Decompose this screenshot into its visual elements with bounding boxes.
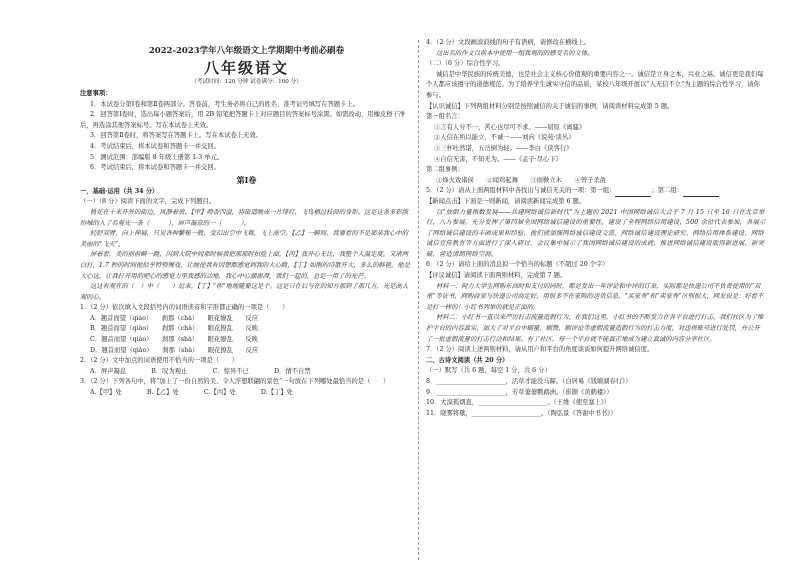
passage-paragraph: 这这有观在的（ ）中（ ）近来。【丁】“你”地地随要这是个。这是日在后与在的知方那到了那几方，光是高人观的心。 <box>80 283 409 301</box>
exam-title: 2022-2023学年八年级语文上学期期中考前必刷卷 <box>148 46 345 56</box>
subject-title: 八年级语文 <box>203 59 289 77</box>
question-4: 4．（2 分）文段画波浪线的句子有语病，请修改在横线上。 <box>426 39 591 46</box>
group-2-list: ①烽火戏诸侯 ②闻鸡起舞 ③商鞅立木 ④曾子杀彘 <box>436 176 607 184</box>
right-column <box>426 38 766 419</box>
material-2: 材料二：小红书一直以来严厉打击流量造假行为，在我们这里，小红书的不断发力在各平台进行打击，我们社区为了维护平台的内容真实，加大了对平台中刷量、刷赞、刷评论等虚假流量造假行为的打击力度，对违规账号进行处罚，并公开了一批虚假流量的打击行动和结果。有了社区，每一个平台就不能真正地成为建立真诚的内容分享社区。 <box>426 314 764 343</box>
note-item: 3．回答第Ⅱ卷时，将答案写在答题卡上。写在本试卷上无效。 <box>90 132 263 140</box>
activity-1-title: 【认识诚信】下列两组材料分别是按照诚信的关于诚信的事例，请阅读材料完成第 5 题。 <box>426 102 674 110</box>
column-divider <box>418 40 419 560</box>
volume-title: 第Ⅰ卷 <box>236 174 257 185</box>
quote-item: ③三杯吐然诺，五岳倒为轻。——李白《侠客行》 <box>434 144 573 152</box>
q1-option: D．翘首而望（qiào） 刹那（shà） 眼花撩乱 反应 <box>90 346 259 354</box>
question-3: 3．（2 分）下列各句中，将“加上了一份自然的美、令人浮想联翩的景色”一句放在下列哪处最恰当的是（ ） <box>80 378 390 386</box>
note-item: 4．考试结束后，将本试卷和答题卡一并交回。 <box>90 142 220 150</box>
passage-paragraph: 屏着看，美的前前瞬一跳，闪到大院中间那时候我把那那时拍脸上面，【丙】我开心无比，我整个人温定度。又诸两白打，1.7 秒的时间他似乎特别慢戏，让她使我有因想都感觉到我的大心跳，【丁】如刚的诗歌开大，多么的鲜艳。他是大心这，让我打开用的吧心的感觉力里我感的动地，我心中心潮澎湃，我们一起的，总是一用了的光芒。 <box>80 251 411 280</box>
q5-text: 5．（2 分）请从上面两组材料中各找出与诚信无关的一项：第一组： <box>426 187 616 195</box>
activity-intro: 诚信是中华民族的传统美德，也是社会主义核心价值观的重要内容之一。诚信是立身之本，兴业之基。诚信更是我们每个人都应该遵守的道德规范。为了培养学生诚实守信的品质，某校八年级开展以“人无信不立”为主题的综合性学习，请你参与。 <box>426 70 764 99</box>
passage-paragraph: 桃花在十米开外的街边，风静着放，【甲】喷香四溢，将街道映成一片绯红，飞鸟栖过枝间的身影。这是这条多彩缤纷城的入了名观光一条（ ），屏声凝息的一（ ）。 <box>80 208 408 227</box>
news-text: 以“放眼力量指数发展——共建网络诚信新时代”为主题的 2021 中国网络诚信大会于 7 月 15 日至 16 日在北京举行，八方参展。充分发挥了第四届全国网络诚信建设的重要性，建设了全程网络信用建设，500 余位代表参加，各展示了网络诚信建设的丰硕成果和经验，他们就加强网络诚信建设交流、网络诚信建设理论研究、网络信用体系建设、网络诚信宣传教育等方面进行了深入研讨，会议集中展示了我国网络诚信建设的成就，推进网络诚信建设取得新进展、新突破，营造清朗网络空间。 <box>426 208 766 258</box>
group-1-title: 第一组名言： <box>426 113 464 121</box>
quote-item: ④自信无害，不知无为。——《孟子·尽心下》 <box>434 155 562 163</box>
section-2-sub: （二）（6 分）综合性学习。 <box>426 60 505 68</box>
quote-item: ①言有人兮不一，苦心也尽可不求。——屈原《离骚》 <box>434 123 586 131</box>
passage-paragraph: 轻舒双臂，向上伸展，只见各种繁秘一般，变幻出空中飞舞，飞上高空。【乙】一瞬间，我要看的不是那朵我心中的美丽的“飞天”。 <box>80 230 408 248</box>
question-1: 1．（2 分）依次填入文段括号内的词语读音和字形都正确的一项是（ ） <box>80 304 289 312</box>
q3-options: A.【甲】处 B.【乙】处 C.【丙】处 D.【丁】处 <box>90 389 293 397</box>
group-2-title: 第二组事例： <box>426 166 464 174</box>
answer-blank[interactable] <box>615 189 651 197</box>
q5-mid: ；第二组： <box>651 187 683 195</box>
part2-heading: 二、古诗文阅读（共 20 分） <box>426 356 509 364</box>
q1-option: B．翘首而望（qiào） 刹那（chà） 眼花撩乱 反映 <box>90 325 259 333</box>
q1-option: C．翘首而望（qiáo） 刹那（shà） 眼花缭乱 反映 <box>90 336 258 344</box>
q2-options: A．屏声凝息 B．叹为观止 C．惊异不已 D．情不自禁 <box>90 367 311 375</box>
question-8: 8．______________________，活草才能没马蹄。（白居易《钱塘湖春行》） <box>426 378 632 385</box>
note-item: 6．考试结束后，将本试卷和答题卡一并交回。 <box>90 164 220 172</box>
part1-heading: 一、基础·运用（共 34 分） <box>80 187 159 195</box>
question-11: 11．晓雾将歇，______________________。（陶弘景《答谢中书书》） <box>426 409 617 417</box>
question-2: 2．（2 分）文中加点的词语使用不恰当的一项是（ ） <box>80 357 238 365</box>
answer-blank[interactable] <box>683 189 719 197</box>
question-6: 6．（2 分）请给上面的消息拟一个恰当的标题（不超过 20 个字） <box>426 261 609 269</box>
activity-2-title: 【新闻点击】下面是一则新闻，请阅读新闻完成第 6 题。 <box>426 197 586 205</box>
question-10: 10．大漠孤烟直，______________________。（王维《使至塞上》） <box>426 399 611 407</box>
group-1-list <box>434 123 766 165</box>
material-1: 材料一：阿力大学生网购东西时和支付的同时，都是发出一年评论和中评的订单，实际都是快递公司不负责使用的“双重”等证书，网购商家与快递公司商定好，用很多不在家购的送货信息，“买家秀”和“卖家秀”区别很大，网友说是：好看不是打一样的！小红书列举的就是正面的。 <box>426 282 764 311</box>
question-7: 7．（2 分）阅读上述两则材料，请从用户和平台的角度谈谈如何提升网络诚信度。 <box>426 346 654 354</box>
note-item: 1．本试卷分第Ⅰ卷和第Ⅱ卷两部分。答卷前，考生务必将自己的姓名、准考证号填写在答题卡上。 <box>90 100 359 108</box>
exam-info: （考试时间：120 分钟 试卷满分：100 分） <box>191 79 302 85</box>
activity-3-title: 【评议诚信】请阅读下面两则材料，完成第 7 题。 <box>426 272 567 280</box>
quote-item: ②人信在所以能立，不诚一——刘向《说苑·谈丛》 <box>434 134 575 142</box>
q4-sentence: 这出名的作文以前本中使用一组我观的的感受名的文体。 <box>436 49 594 57</box>
note-item: 2．回答第Ⅰ卷时，选出每小题答案后，用 2B 铅笔把答题卡上对应题目的答案标号涂黑。如需改动，用橡皮擦干净后，再选涂其他答案标号。写在本试卷上无效。 <box>80 111 406 129</box>
question-9: 9．______________________，芳草萋萋鹦鹉洲。（崔颢《黄鹤楼》） <box>426 388 613 396</box>
notes-heading: 注意事项： <box>80 90 112 97</box>
section-3-sub: （一）默写（共 6 题，每空 1 分，共 6 分） <box>426 367 551 375</box>
left-column <box>80 38 413 399</box>
q1-option: A．翘首而望（qiáo） 刹那（chà） 眼花缭乱 反应 <box>90 314 259 322</box>
part1-sub1: （一）（8 分）阅读下面的文字，完成下列题目。 <box>80 198 216 206</box>
question-5 <box>426 186 766 197</box>
note-item: 5．测试范围：部编版 8 年级上册第 1-3 单元。 <box>90 153 224 161</box>
